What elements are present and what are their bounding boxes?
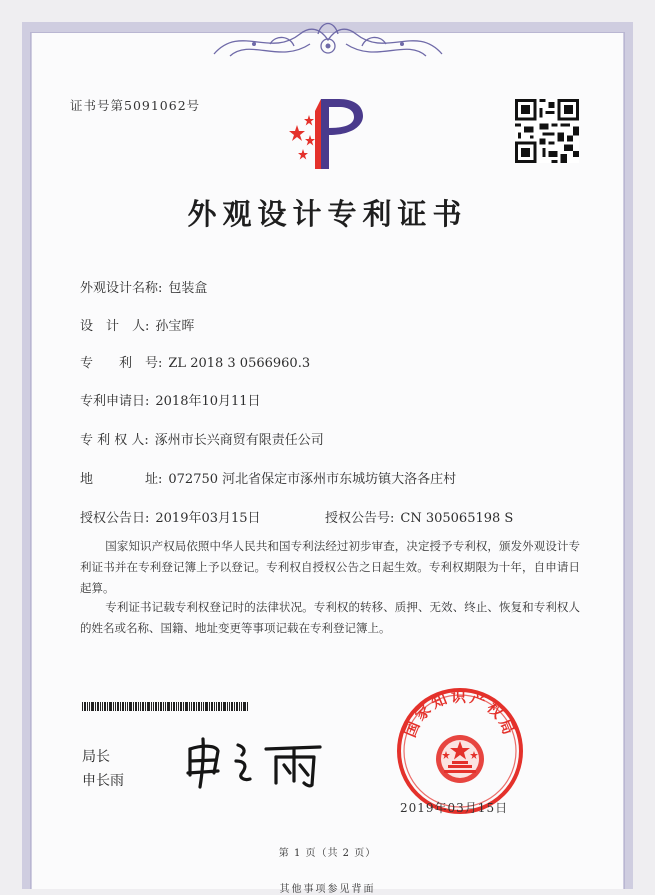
field-value: 2019年03月15日 xyxy=(155,511,261,526)
ornament-icon xyxy=(210,14,446,68)
signatory-name: 申长雨 xyxy=(82,773,124,789)
field-value: 涿州市长兴商贸有限责任公司 xyxy=(154,433,324,448)
seal-date: 2019年03月15日 xyxy=(400,801,509,815)
field-label: 设 计 人: xyxy=(80,319,150,334)
field-application-date xyxy=(80,390,261,409)
page-indicator: 第 1 页（共 2 页） xyxy=(278,848,377,859)
signatory-title: 局长 xyxy=(82,749,110,765)
field-grant-number xyxy=(325,507,513,526)
signature xyxy=(180,735,330,790)
patent-logo-icon xyxy=(283,95,375,173)
field-label: 地 址: xyxy=(80,472,163,487)
field-label: 专利申请日: xyxy=(80,394,150,409)
page-title: 外观设计专利证书 xyxy=(187,197,468,231)
field-design-name xyxy=(80,277,207,296)
field-label: 外观设计名称: xyxy=(80,281,163,296)
field-value: 包装盒 xyxy=(168,281,208,296)
field-label: 授权公告号: xyxy=(325,511,395,526)
field-value: 072750 河北省保定市涿州市东城坊镇大洛各庄村 xyxy=(168,472,457,487)
field-value: 2018年10月11日 xyxy=(155,394,261,409)
field-value: CN 305065198 S xyxy=(400,511,514,526)
field-designer xyxy=(80,315,194,334)
field-value: ZL 2018 3 0566960.3 xyxy=(168,356,311,371)
barcode-icon xyxy=(82,702,248,711)
field-label: 专 利 权 人: xyxy=(80,433,149,448)
field-grant-date xyxy=(80,507,261,526)
field-value: 孙宝晖 xyxy=(155,319,195,334)
field-address xyxy=(80,468,456,487)
seal-text: 国家知识产权局 xyxy=(401,687,519,740)
qr-code-icon xyxy=(515,99,579,163)
certificate-number: 证书号第5091062号 xyxy=(70,98,201,113)
field-label: 专 利 号: xyxy=(80,356,163,371)
field-patentee xyxy=(80,429,324,448)
paragraph-decision: 国家知识产权局依照中华人民共和国专利法经过初步审查，决定授予专利权，颁发外观设计专利证书并在专利登记簿上予以登记。专利权自授权公告之日起生效。专利权期限为十年，自申请日起算。 xyxy=(80,539,580,595)
field-label: 授权公告日: xyxy=(80,511,150,526)
paragraph-legal-status: 专利证书记载专利权登记时的法律状况。专利权的转移、质押、无效、终止、恢复和专利权人的姓名或名称、国籍、地址变更等事项记载在专利登记簿上。 xyxy=(80,600,580,635)
field-patent-number xyxy=(80,352,310,371)
seal-emblem-icon xyxy=(396,687,524,815)
svg-text:国家知识产权局 xyxy=(401,688,519,740)
footer-note: 其他事项参见背面 xyxy=(279,884,376,895)
